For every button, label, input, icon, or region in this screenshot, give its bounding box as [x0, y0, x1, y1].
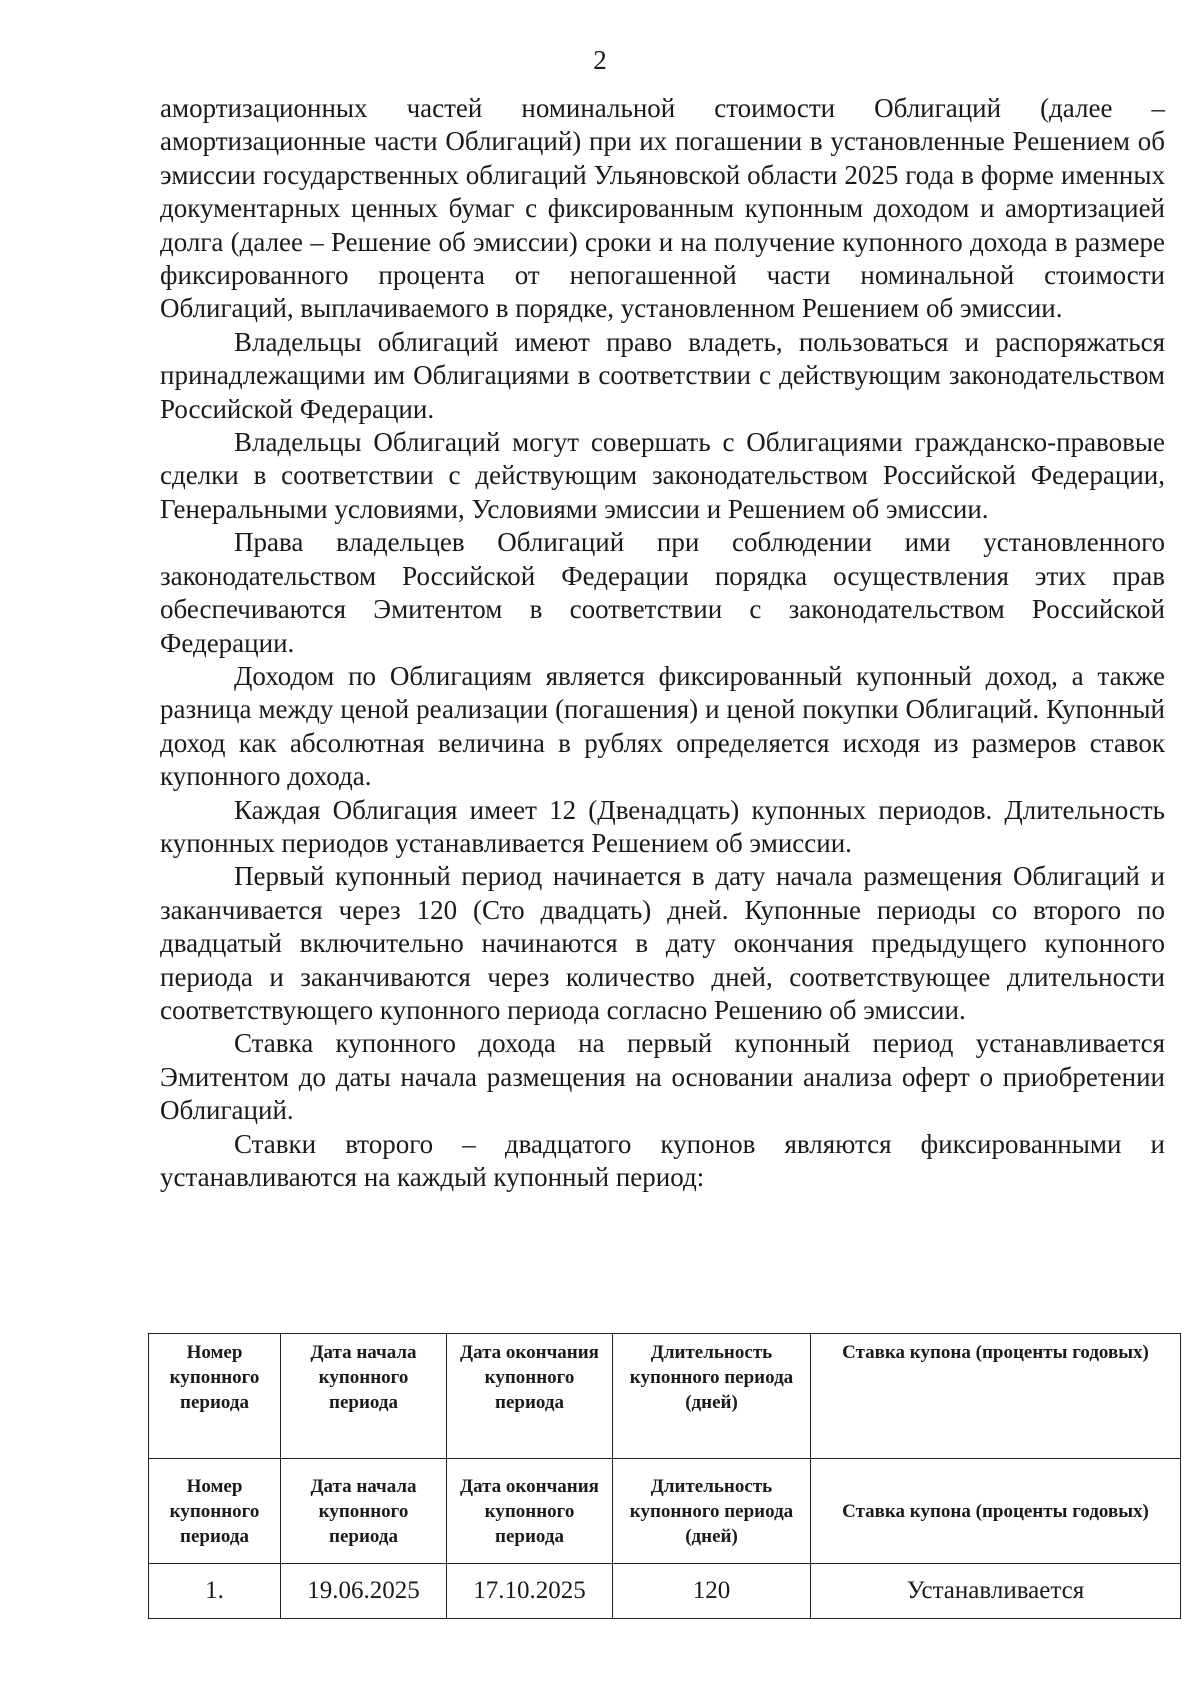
paragraph: Каждая Облигация имеет 12 (Двенадцать) купонных периодов. Длительность купонных периодов устанавливается Решением об эмиссии.	[160, 794, 1165, 858]
header-cell-number: Номер купонного периода	[149, 1334, 281, 1459]
cell-number: 1.	[149, 1564, 281, 1619]
header-cell-rate: Ставка купона (проценты годовых)	[811, 1334, 1181, 1459]
coupon-table	[148, 1333, 1181, 1619]
paragraph: Первый купонный период начинается в дату начала размещения Облигаций и заканчивается через 120 (Сто двадцать) дней. Купонные периоды со второго по двадцатый включительно начинаются в дату окончания предыдущего купонного периода и заканчиваются через количество дней, соответствующее длительности соответствующего купонного периода согласно Решению об эмиссии.	[160, 861, 1165, 1025]
paragraph: Доходом по Облигациям является фиксированный купонный доход, а также разница между ценой реализации (погашения) и ценой покупки Облигаций. Купонный доход как абсолютная величина в рублях определяется исходя из размеров ставок купонного дохода.	[160, 660, 1165, 792]
page-number: 2	[593, 45, 607, 75]
header-cell-start-date: Дата начала купонного периода	[281, 1334, 447, 1459]
cell-duration: 120	[613, 1564, 811, 1619]
paragraph: амортизационных частей номинальной стоимости Облигаций (далее – амортизационные части Облигаций) при их погашении в установленные Решением об эмиссии государственных облигаций Ульяновской области 2025 года в форме именных документарных ценных бумаг с фиксированным купонным доходом и амортизацией долга (далее – Решение об эмиссии) сроки и на получение купонного дохода в размере фиксированного процента от непогашенной части номинальной стоимости Облигаций, выплачиваемого в порядке, установленном Решением об эмиссии.	[160, 93, 1165, 324]
header-cell-rate: Ставка купона (проценты годовых)	[811, 1459, 1181, 1564]
cell-start-date: 19.06.2025	[281, 1564, 447, 1619]
header-cell-duration: Длительность купонного периода (дней)	[613, 1334, 811, 1459]
table-header-row	[149, 1334, 1181, 1459]
paragraph: Владельцы Облигаций могут совершать с Облигациями гражданско-правовые сделки в соответствии с действующим законодательством Российской Федерации, Генеральными условиями, Условиями эмиссии и Решением об эмиссии.	[160, 427, 1165, 524]
header-cell-number: Номер купонного периода	[149, 1459, 281, 1564]
paragraph: Ставка купонного дохода на первый купонный период устанавливается Эмитентом до даты начала размещения на основании анализа оферт о приобретении Облигаций.	[160, 1028, 1165, 1126]
header-cell-duration: Длительность купонного периода (дней)	[613, 1459, 811, 1564]
header-cell-end-date: Дата окончания купонного периода	[447, 1459, 613, 1564]
paragraph: Ставки второго – двадцатого купонов являются фиксированными и устанавливаются на каждый купонный период:	[160, 1128, 1165, 1192]
table-row	[149, 1564, 1181, 1619]
cell-end-date: 17.10.2025	[447, 1564, 613, 1619]
cell-rate: Устанавливается	[811, 1564, 1181, 1619]
header-cell-start-date: Дата начала купонного периода	[281, 1459, 447, 1564]
header-cell-end-date: Дата окончания купонного периода	[447, 1334, 613, 1459]
paragraph: Владельцы облигаций имеют право владеть, пользоваться и распоряжаться принадлежащими им Облигациями в соответствии с действующим законодательством Российской Федерации.	[160, 326, 1165, 424]
paragraph: Права владельцев Облигаций при соблюдении ими установленного законодательством Российской Федерации порядка осуществления этих прав обеспечиваются Эмитентом в соответствии с законодательством Российской Федерации.	[160, 527, 1165, 658]
table-header-row-repeat	[149, 1459, 1181, 1564]
document-body	[160, 92, 1165, 1194]
